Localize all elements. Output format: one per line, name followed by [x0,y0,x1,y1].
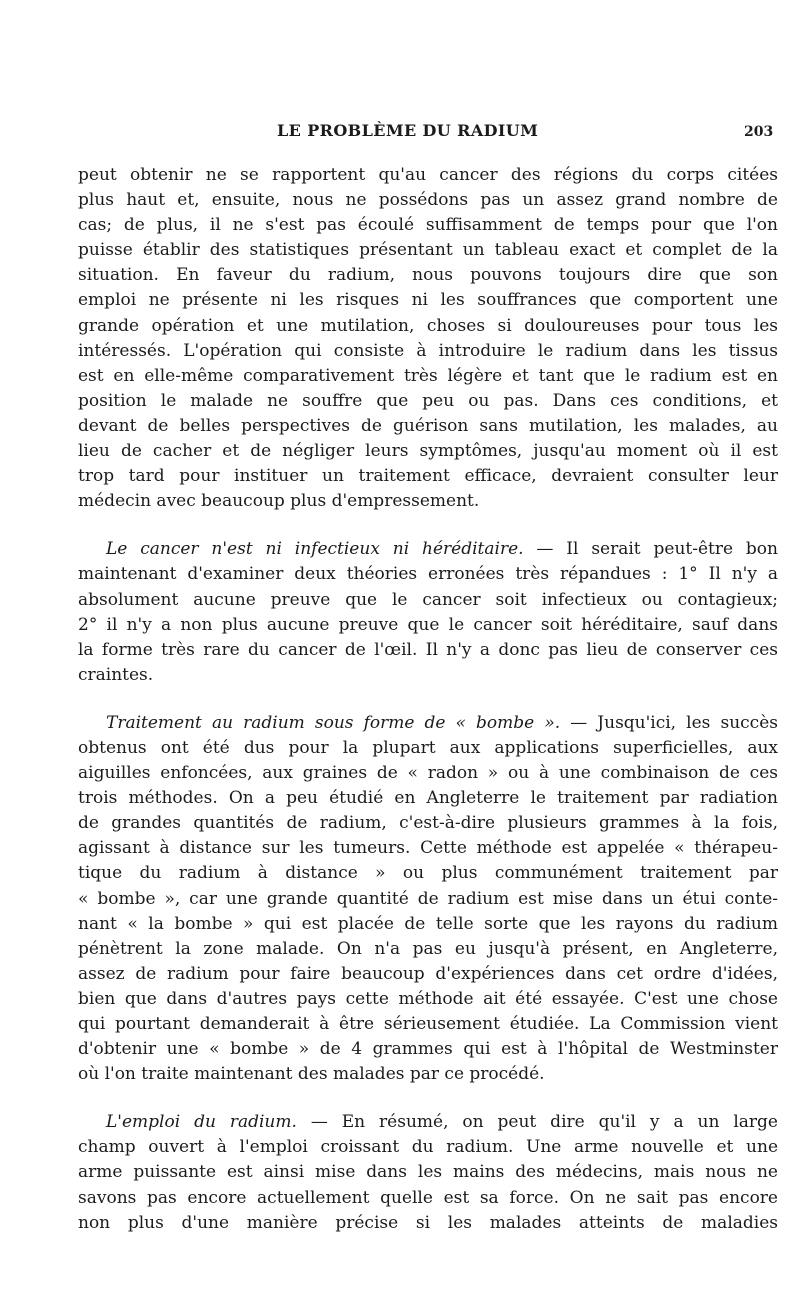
first-line-text: — Jusqu'ici, les succès [560,712,778,733]
body-text [78,163,778,1236]
text-line: maintenant d'examiner deux théories erronées très répandues : 1° Il n'y a [78,564,778,585]
text-line: arme puissante est ainsi mise dans les mains des médecins, mais nous ne [78,1162,778,1183]
text-line: la forme très rare du cancer de l'œil. Il n'y a donc pas lieu de conserver ces [78,639,778,660]
paragraph [78,163,778,514]
text-line: est en elle-même comparativement très légère et tant que le radium est en [78,365,778,386]
paragraph-first-line [78,1110,778,1135]
text-line: puisse établir des statistiques présentant un tableau exact et complet de la [78,240,778,261]
text-line: cas; de plus, il ne s'est pas écoulé suffisamment de temps pour que l'on [78,215,778,236]
text-line: aiguilles enfoncées, aux graines de « radon » ou à une combinaison de ces [78,763,778,784]
text-line: pénètrent la zone malade. On n'a pas eu jusqu'à présent, en Angleterre, [78,938,778,959]
section-heading: Traitement au radium sous forme de « bombe ». [106,712,561,733]
paragraph [78,711,778,1087]
text-line: de grandes quantités de radium, c'est-à-dire plusieurs grammes à la fois, [78,813,778,834]
paragraph [78,537,778,688]
text-line: qui pourtant demanderait à être sérieusement étudiée. La Commission vient [78,1014,778,1034]
paragraph-first-line [78,537,778,562]
text-line: lieu de cacher et de négliger leurs symptômes, jusqu'au moment où il est [78,441,778,462]
first-line-text: — En résumé, on peut dire qu'il y a un large [296,1112,778,1133]
text-line: craintes. [78,664,154,685]
text-line: bien que dans d'autres pays cette méthode ait été essayée. C'est une chose [78,988,778,1009]
text-line: tique du radium à distance » ou plus communément traitement par [78,863,778,884]
text-line: situation. En faveur du radium, nous pouvons toujours dire que son [78,265,778,286]
paragraph-first-line [78,711,778,736]
section-heading: L'emploi du radium. [106,1112,297,1133]
text-line: emploi ne présente ni les risques ni les souffrances que comportent une [78,290,778,311]
text-line: médecin avec beaucoup plus d'empressement. [78,491,480,512]
text-line: d'obtenir une « bombe » de 4 grammes qui est à l'hôpital de Westminster [78,1039,778,1060]
running-title: LE PROBLÈME DU RADIUM [277,121,539,140]
text-line: intéressés. L'opération qui consiste à introduire le radium dans les tissus [78,340,778,361]
text-line: peut obtenir ne se rapportent qu'au cancer des régions du corps citées [78,165,778,185]
text-line: obtenus ont été dus pour la plupart aux applications superficielles, aux [78,737,778,758]
running-header [0,121,800,143]
text-line: champ ouvert à l'emploi croissant du radium. Une arme nouvelle et une [78,1137,778,1158]
text-line: grande opération et une mutilation, choses si douloureuses pour tous les [78,315,778,336]
page-number: 203 [744,124,774,140]
first-line-text: — Il serait peut-être bon [523,539,778,560]
text-line: devant de belles perspectives de guérison sans mutilation, les malades, au [78,415,778,436]
text-line: nant « la bombe » qui est placée de telle sorte que les rayons du radium [78,913,778,934]
text-line: absolument aucune preuve que le cancer soit infectieux ou contagieux; [78,589,778,610]
text-line: assez de radium pour faire beaucoup d'expériences dans cet ordre d'idées, [78,963,778,984]
text-line: « bombe », car une grande quantité de radium est mise dans un étui conte- [78,888,778,909]
text-line: position le malade ne souffre que peu ou pas. Dans ces conditions, et [78,390,778,411]
text-line: où l'on traite maintenant des malades par ce procédé. [78,1064,545,1085]
text-line: non plus d'une manière précise si les malades atteints de maladies [78,1212,778,1233]
text-line: trop tard pour instituer un traitement efficace, devraient consulter leur [78,466,778,487]
text-line: agissant à distance sur les tumeurs. Cette méthode est appelée « thérapeu- [78,838,778,859]
text-line: savons pas encore actuellement quelle est sa force. On ne sait pas encore [78,1187,778,1208]
text-line: 2° il n'y a non plus aucune preuve que le cancer soit héréditaire, sauf dans [78,614,778,635]
text-line: trois méthodes. On a peu étudié en Angleterre le traitement par radiation [78,788,778,809]
paragraph [78,1110,778,1235]
text-line: plus haut et, ensuite, nous ne possédons pas un assez grand nombre de [78,190,778,211]
section-heading: Le cancer n'est ni infectieux ni héréditaire. [106,539,524,560]
